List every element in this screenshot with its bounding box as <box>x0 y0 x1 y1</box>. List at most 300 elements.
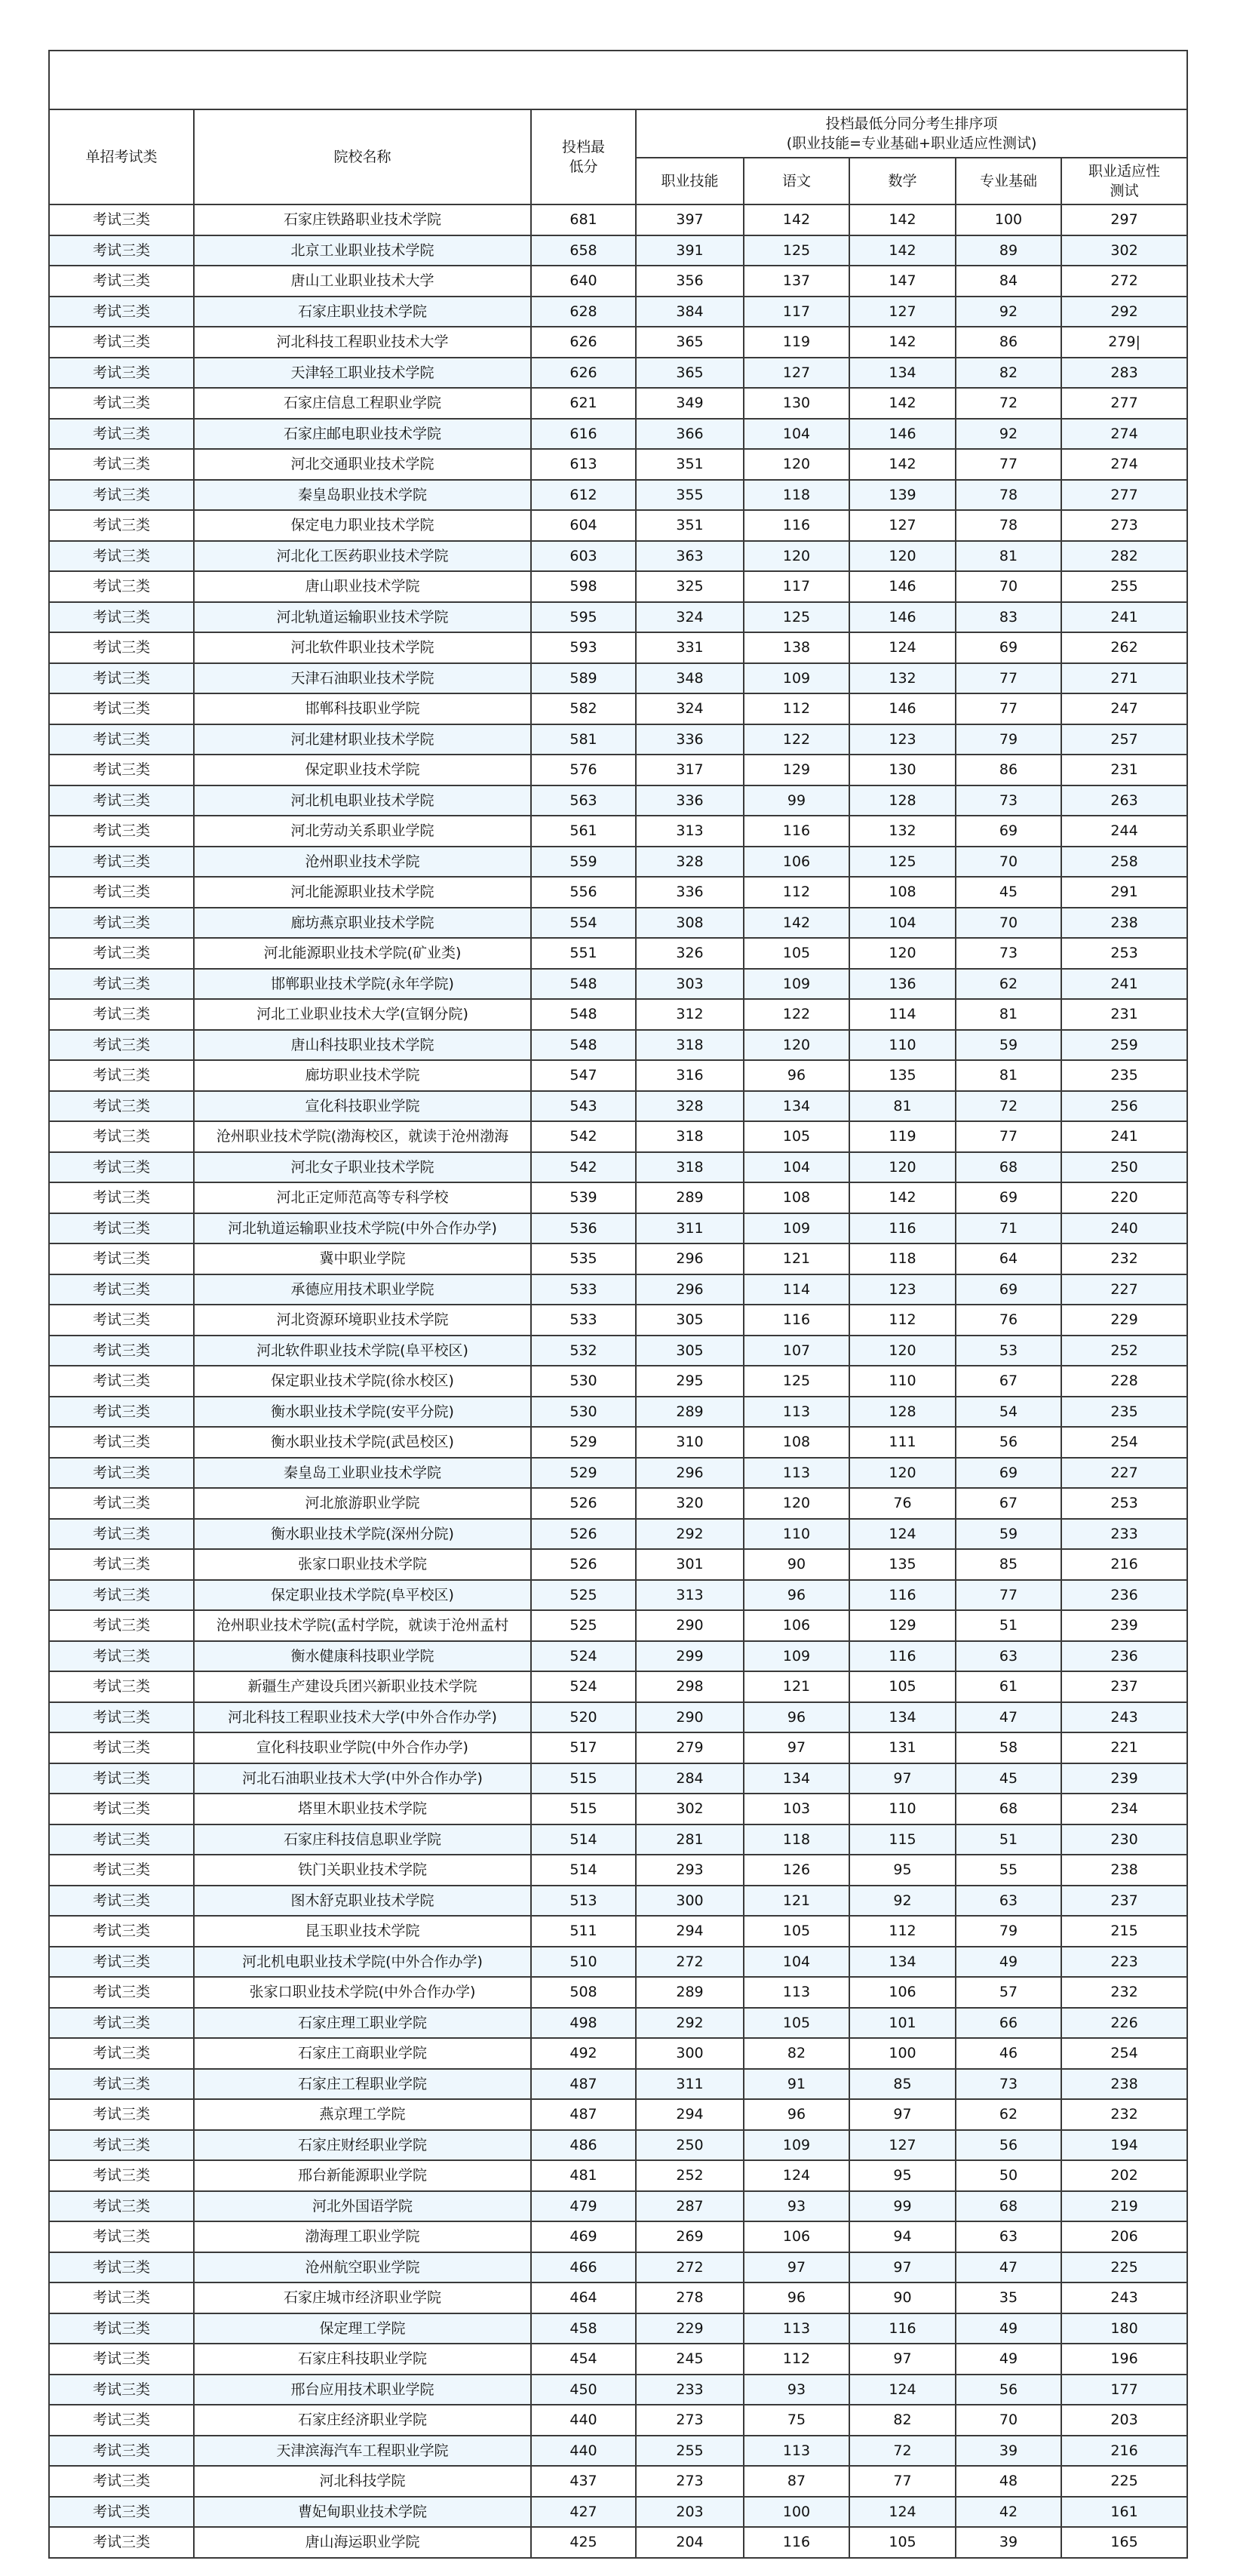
table-row <box>49 1977 1187 2008</box>
min-score-cell: 582 <box>531 693 636 724</box>
vocational-skill-cell: 203 <box>636 2497 744 2528</box>
aptitude-test-cell: 252 <box>1061 1336 1187 1366</box>
category-cell: 考试三类 <box>49 847 194 878</box>
school-name-cell: 衡水健康科技职业学院 <box>194 1641 531 1672</box>
aptitude-test-cell: 161 <box>1061 2497 1187 2528</box>
math-cell: 115 <box>849 1824 956 1855</box>
math-cell: 139 <box>849 480 956 511</box>
aptitude-test-cell: 247 <box>1061 693 1187 724</box>
math-cell: 85 <box>849 2069 956 2100</box>
min-score-cell: 554 <box>531 908 636 939</box>
category-cell: 考试三类 <box>49 908 194 939</box>
min-score-cell: 581 <box>531 724 636 755</box>
vocational-skill-cell: 290 <box>636 1610 744 1641</box>
category-cell: 考试三类 <box>49 2160 194 2191</box>
table-row <box>49 2130 1187 2161</box>
aptitude-test-cell: 227 <box>1061 1458 1187 1489</box>
min-score-cell: 616 <box>531 419 636 450</box>
professional-basis-cell: 58 <box>956 1732 1061 1763</box>
aptitude-test-cell: 165 <box>1061 2527 1187 2558</box>
aptitude-test-cell: 263 <box>1061 785 1187 816</box>
chinese-cell: 106 <box>744 847 849 878</box>
math-cell: 72 <box>849 2436 956 2467</box>
table-row <box>49 1824 1187 1855</box>
table-row <box>49 388 1187 419</box>
school-name-cell: 石家庄职业技术学院 <box>194 297 531 327</box>
vocational-skill-cell: 317 <box>636 755 744 785</box>
vocational-skill-cell: 289 <box>636 1977 744 2008</box>
min-score-cell: 530 <box>531 1366 636 1397</box>
professional-basis-cell: 81 <box>956 1060 1061 1091</box>
table-title: 2025年河北省高职单招集中志愿平行投档情况统计(面向普通高中毕业生计划) <box>49 51 1187 109</box>
professional-basis-cell: 51 <box>956 1610 1061 1641</box>
school-name-cell: 河北轨道运输职业技术学院 <box>194 602 531 633</box>
aptitude-test-cell: 238 <box>1061 908 1187 939</box>
school-name-cell: 河北机电职业技术学院 <box>194 785 531 816</box>
chinese-cell: 97 <box>744 2252 849 2283</box>
category-cell: 考试三类 <box>49 2191 194 2222</box>
aptitude-test-cell: 297 <box>1061 204 1187 235</box>
chinese-cell: 87 <box>744 2466 849 2497</box>
math-cell: 129 <box>849 1610 956 1641</box>
vocational-skill-cell: 318 <box>636 1030 744 1061</box>
category-cell: 考试三类 <box>49 388 194 419</box>
category-cell: 考试三类 <box>49 327 194 358</box>
category-cell: 考试三类 <box>49 1855 194 1886</box>
table-row <box>49 969 1187 1000</box>
vocational-skill-cell: 289 <box>636 1182 744 1213</box>
math-cell: 97 <box>849 2252 956 2283</box>
category-cell: 考试三类 <box>49 1886 194 1917</box>
chinese-cell: 97 <box>744 1732 849 1763</box>
category-cell: 考试三类 <box>49 724 194 755</box>
math-cell: 120 <box>849 541 956 572</box>
professional-basis-cell: 39 <box>956 2436 1061 2467</box>
chinese-cell: 104 <box>744 1152 849 1183</box>
vocational-skill-cell: 308 <box>636 908 744 939</box>
aptitude-test-cell: 257 <box>1061 724 1187 755</box>
category-cell: 考试三类 <box>49 1121 194 1152</box>
aptitude-test-cell: 277 <box>1061 480 1187 511</box>
table-row <box>49 1427 1187 1458</box>
professional-basis-cell: 54 <box>956 1397 1061 1428</box>
school-name-cell: 石家庄邮电职业技术学院 <box>194 419 531 450</box>
chinese-cell: 113 <box>744 1977 849 2008</box>
min-score-cell: 626 <box>531 358 636 389</box>
school-name-cell: 衡水职业技术学院(安平分院) <box>194 1397 531 1428</box>
aptitude-test-cell: 232 <box>1061 1243 1187 1274</box>
vocational-skill-cell: 326 <box>636 938 744 969</box>
vocational-skill-cell: 292 <box>636 2008 744 2039</box>
chinese-cell: 99 <box>744 785 849 816</box>
school-name-cell: 河北劳动关系职业学院 <box>194 816 531 847</box>
ranking-group-label: 投档最低分同分考生排序项 <box>825 115 998 132</box>
math-cell: 135 <box>849 1060 956 1091</box>
professional-basis-cell: 63 <box>956 1886 1061 1917</box>
math-cell: 90 <box>849 2282 956 2313</box>
table-row <box>49 1488 1187 1519</box>
chinese-cell: 125 <box>744 1366 849 1397</box>
vocational-skill-cell: 255 <box>636 2436 744 2467</box>
min-score-cell: 487 <box>531 2069 636 2100</box>
professional-basis-cell: 86 <box>956 327 1061 358</box>
min-score-cell: 640 <box>531 266 636 297</box>
school-name-cell: 河北轨道运输职业技术学院(中外合作办学) <box>194 1213 531 1244</box>
school-name-cell: 河北化工医药职业技术学院 <box>194 541 531 572</box>
school-name-cell: 河北资源环境职业技术学院 <box>194 1305 531 1336</box>
school-name-cell: 保定职业技术学院 <box>194 755 531 785</box>
vocational-skill-cell: 324 <box>636 693 744 724</box>
category-cell: 考试三类 <box>49 663 194 694</box>
school-name-cell: 唐山工业职业技术大学 <box>194 266 531 297</box>
professional-basis-cell: 67 <box>956 1488 1061 1519</box>
table-row <box>49 1947 1187 1978</box>
category-cell: 考试三类 <box>49 1947 194 1978</box>
math-cell: 136 <box>849 969 956 1000</box>
aptitude-test-cell: 240 <box>1061 1213 1187 1244</box>
chinese-cell: 103 <box>744 1794 849 1824</box>
aptitude-test-cell: 243 <box>1061 1702 1187 1733</box>
category-cell: 考试三类 <box>49 1427 194 1458</box>
score-table <box>48 50 1188 2559</box>
min-score-cell: 454 <box>531 2344 636 2375</box>
professional-basis-cell: 82 <box>956 358 1061 389</box>
school-name-cell: 石家庄科技职业学院 <box>194 2344 531 2375</box>
min-score-cell: 526 <box>531 1519 636 1550</box>
min-score-cell: 681 <box>531 204 636 235</box>
math-cell: 134 <box>849 1702 956 1733</box>
category-cell: 考试三类 <box>49 1732 194 1763</box>
vocational-skill-cell: 252 <box>636 2160 744 2191</box>
vocational-skill-cell: 294 <box>636 2099 744 2130</box>
vocational-skill-cell: 318 <box>636 1121 744 1152</box>
aptitude-test-cell: 236 <box>1061 1641 1187 1672</box>
aptitude-test-cell: 274 <box>1061 449 1187 480</box>
school-name-cell: 河北科技工程职业技术大学 <box>194 327 531 358</box>
aptitude-test-cell: 225 <box>1061 2466 1187 2497</box>
school-name-cell: 廊坊职业技术学院 <box>194 1060 531 1091</box>
math-cell: 104 <box>849 908 956 939</box>
min-score-cell: 535 <box>531 1243 636 1274</box>
math-cell: 114 <box>849 999 956 1030</box>
school-name-cell: 天津轻工职业技术学院 <box>194 358 531 389</box>
table-row <box>49 938 1187 969</box>
table-row <box>49 1641 1187 1672</box>
math-cell: 81 <box>849 1091 956 1122</box>
professional-basis-cell: 50 <box>956 2160 1061 2191</box>
school-name-cell: 河北旅游职业学院 <box>194 1488 531 1519</box>
aptitude-test-cell: 253 <box>1061 938 1187 969</box>
table-row <box>49 1763 1187 1794</box>
vocational-skill-cell: 348 <box>636 663 744 694</box>
table-row <box>49 480 1187 511</box>
math-cell: 146 <box>849 693 956 724</box>
chinese-cell: 108 <box>744 1182 849 1213</box>
professional-basis-cell: 77 <box>956 449 1061 480</box>
category-cell: 考试三类 <box>49 2375 194 2405</box>
aptitude-test-cell: 239 <box>1061 1763 1187 1794</box>
professional-basis-cell: 92 <box>956 419 1061 450</box>
school-name-cell: 图木舒克职业技术学院 <box>194 1886 531 1917</box>
school-name-cell: 新疆生产建设兵团兴新职业技术学院 <box>194 1671 531 1702</box>
math-cell: 77 <box>849 2466 956 2497</box>
aptitude-test-cell: 291 <box>1061 877 1187 908</box>
professional-basis-cell: 72 <box>956 388 1061 419</box>
professional-basis-cell: 86 <box>956 755 1061 785</box>
table-row <box>49 1702 1187 1733</box>
min-score-cell: 561 <box>531 816 636 847</box>
aptitude-test-cell: 226 <box>1061 2008 1187 2039</box>
table-row <box>49 2405 1187 2436</box>
math-cell: 123 <box>849 724 956 755</box>
min-score-cell: 440 <box>531 2405 636 2436</box>
min-score-cell: 450 <box>531 2375 636 2405</box>
math-cell: 128 <box>849 785 956 816</box>
min-score-cell: 458 <box>531 2313 636 2344</box>
math-cell: 111 <box>849 1427 956 1458</box>
min-score-cell: 524 <box>531 1671 636 1702</box>
math-cell: 127 <box>849 297 956 327</box>
vocational-skill-cell: 318 <box>636 1152 744 1183</box>
vocational-skill-cell: 366 <box>636 419 744 450</box>
chinese-cell: 116 <box>744 510 849 541</box>
professional-basis-cell: 92 <box>956 297 1061 327</box>
vocational-skill-cell: 328 <box>636 847 744 878</box>
chinese-cell: 119 <box>744 327 849 358</box>
chinese-cell: 100 <box>744 2497 849 2528</box>
table-row <box>49 1060 1187 1091</box>
table-row <box>49 908 1187 939</box>
table-row <box>49 1182 1187 1213</box>
chinese-cell: 96 <box>744 2099 849 2130</box>
chinese-cell: 116 <box>744 816 849 847</box>
min-score-cell: 542 <box>531 1152 636 1183</box>
min-score-cell: 539 <box>531 1182 636 1213</box>
professional-basis-cell: 68 <box>956 2191 1061 2222</box>
professional-basis-cell: 49 <box>956 2313 1061 2344</box>
table-row <box>49 2252 1187 2283</box>
math-cell: 135 <box>849 1549 956 1580</box>
math-cell: 123 <box>849 1274 956 1305</box>
table-row <box>49 1121 1187 1152</box>
school-name-cell: 衡水职业技术学院(深州分院) <box>194 1519 531 1550</box>
math-cell: 132 <box>849 816 956 847</box>
table-row <box>49 2160 1187 2191</box>
school-name-cell: 渤海理工职业学院 <box>194 2221 531 2252</box>
table-row <box>49 2282 1187 2313</box>
min-score-cell: 479 <box>531 2191 636 2222</box>
table-row <box>49 847 1187 878</box>
min-score-cell: 514 <box>531 1855 636 1886</box>
professional-basis-cell: 42 <box>956 2497 1061 2528</box>
vocational-skill-cell: 365 <box>636 327 744 358</box>
professional-basis-cell: 67 <box>956 1366 1061 1397</box>
table-row <box>49 2038 1187 2069</box>
header-professional-basis: 专业基础 <box>956 158 1061 204</box>
professional-basis-cell: 45 <box>956 1763 1061 1794</box>
aptitude-test-cell: 216 <box>1061 2436 1187 2467</box>
math-cell: 124 <box>849 632 956 663</box>
vocational-skill-cell: 336 <box>636 785 744 816</box>
chinese-cell: 138 <box>744 632 849 663</box>
school-name-cell: 邢台应用技术职业学院 <box>194 2375 531 2405</box>
professional-basis-cell: 48 <box>956 2466 1061 2497</box>
math-cell: 124 <box>849 2497 956 2528</box>
table-row <box>49 1397 1187 1428</box>
chinese-cell: 121 <box>744 1886 849 1917</box>
chinese-cell: 96 <box>744 2282 849 2313</box>
min-score-cell: 498 <box>531 2008 636 2039</box>
school-name-cell: 衡水职业技术学院(武邑校区) <box>194 1427 531 1458</box>
aptitude-test-cell: 203 <box>1061 2405 1187 2436</box>
table-row <box>49 1213 1187 1244</box>
category-cell: 考试三类 <box>49 571 194 602</box>
min-score-cell: 532 <box>531 1336 636 1366</box>
school-name-cell: 沧州职业技术学院(孟村学院，就读于沧州孟村 <box>194 1610 531 1641</box>
chinese-cell: 112 <box>744 877 849 908</box>
category-cell: 考试三类 <box>49 1794 194 1824</box>
chinese-cell: 90 <box>744 1549 849 1580</box>
math-cell: 120 <box>849 1458 956 1489</box>
chinese-cell: 109 <box>744 2130 849 2161</box>
school-name-cell: 曹妃甸职业技术学院 <box>194 2497 531 2528</box>
professional-basis-cell: 70 <box>956 2405 1061 2436</box>
professional-basis-cell: 77 <box>956 693 1061 724</box>
school-name-cell: 唐山海运职业学院 <box>194 2527 531 2558</box>
category-cell: 考试三类 <box>49 204 194 235</box>
aptitude-test-cell: 283 <box>1061 358 1187 389</box>
table-row <box>49 2191 1187 2222</box>
math-cell: 120 <box>849 938 956 969</box>
chinese-cell: 125 <box>744 602 849 633</box>
aptitude-test-cell: 234 <box>1061 1794 1187 1824</box>
professional-basis-cell: 70 <box>956 847 1061 878</box>
school-name-cell: 河北外国语学院 <box>194 2191 531 2222</box>
vocational-skill-cell: 391 <box>636 235 744 266</box>
min-score-cell: 547 <box>531 1060 636 1091</box>
chinese-cell: 112 <box>744 2344 849 2375</box>
category-cell: 考试三类 <box>49 1977 194 2008</box>
min-score-cell: 551 <box>531 938 636 969</box>
math-cell: 130 <box>849 755 956 785</box>
vocational-skill-cell: 305 <box>636 1305 744 1336</box>
min-score-cell: 486 <box>531 2130 636 2161</box>
professional-basis-cell: 77 <box>956 1121 1061 1152</box>
chinese-cell: 120 <box>744 1030 849 1061</box>
chinese-cell: 126 <box>744 1855 849 1886</box>
school-name-cell: 天津石油职业技术学院 <box>194 663 531 694</box>
min-score-cell: 525 <box>531 1580 636 1611</box>
chinese-cell: 118 <box>744 480 849 511</box>
school-name-cell: 沧州职业技术学院 <box>194 847 531 878</box>
aptitude-test-cell: 180 <box>1061 2313 1187 2344</box>
aptitude-test-cell: 241 <box>1061 602 1187 633</box>
aptitude-test-cell: 250 <box>1061 1152 1187 1183</box>
professional-basis-cell: 81 <box>956 541 1061 572</box>
school-name-cell: 河北能源职业技术学院 <box>194 877 531 908</box>
table-row <box>49 2527 1187 2558</box>
min-score-cell: 469 <box>531 2221 636 2252</box>
min-score-cell: 440 <box>531 2436 636 2467</box>
school-name-cell: 河北工业职业技术大学(宣钢分院) <box>194 999 531 1030</box>
category-cell: 考试三类 <box>49 755 194 785</box>
professional-basis-cell: 35 <box>956 2282 1061 2313</box>
math-cell: 127 <box>849 510 956 541</box>
professional-basis-cell: 73 <box>956 938 1061 969</box>
category-cell: 考试三类 <box>49 297 194 327</box>
vocational-skill-cell: 204 <box>636 2527 744 2558</box>
category-cell: 考试三类 <box>49 541 194 572</box>
category-cell: 考试三类 <box>49 938 194 969</box>
school-name-cell: 保定职业技术学院(阜平校区) <box>194 1580 531 1611</box>
school-name-cell: 宣化科技职业学院 <box>194 1091 531 1122</box>
chinese-cell: 121 <box>744 1243 849 1274</box>
table-row <box>49 632 1187 663</box>
professional-basis-cell: 51 <box>956 1824 1061 1855</box>
professional-basis-cell: 63 <box>956 2221 1061 2252</box>
chinese-cell: 93 <box>744 2191 849 2222</box>
vocational-skill-cell: 328 <box>636 1091 744 1122</box>
table-row <box>49 1916 1187 1947</box>
professional-basis-cell: 56 <box>956 2130 1061 2161</box>
vocational-skill-cell: 269 <box>636 2221 744 2252</box>
math-cell: 134 <box>849 1947 956 1978</box>
school-name-cell: 邯郸科技职业学院 <box>194 693 531 724</box>
chinese-cell: 130 <box>744 388 849 419</box>
table-row <box>49 785 1187 816</box>
min-score-cell: 513 <box>531 1886 636 1917</box>
math-cell: 97 <box>849 2099 956 2130</box>
chinese-cell: 120 <box>744 541 849 572</box>
chinese-cell: 108 <box>744 1427 849 1458</box>
category-cell: 考试三类 <box>49 358 194 389</box>
chinese-cell: 82 <box>744 2038 849 2069</box>
math-cell: 100 <box>849 2038 956 2069</box>
aptitude-test-cell: 292 <box>1061 297 1187 327</box>
aptitude-test-cell: 273 <box>1061 510 1187 541</box>
vocational-skill-cell: 272 <box>636 1947 744 1978</box>
chinese-cell: 109 <box>744 969 849 1000</box>
school-name-cell: 石家庄经济职业学院 <box>194 2405 531 2436</box>
math-cell: 128 <box>849 1397 956 1428</box>
math-cell: 118 <box>849 1243 956 1274</box>
table-row <box>49 1243 1187 1274</box>
chinese-cell: 110 <box>744 1519 849 1550</box>
table-row <box>49 1580 1187 1611</box>
aptitude-test-cell: 225 <box>1061 2252 1187 2283</box>
math-cell: 116 <box>849 1213 956 1244</box>
aptitude-test-cell: 237 <box>1061 1671 1187 1702</box>
vocational-skill-cell: 296 <box>636 1243 744 1274</box>
chinese-cell: 121 <box>744 1671 849 1702</box>
math-cell: 146 <box>849 602 956 633</box>
category-cell: 考试三类 <box>49 449 194 480</box>
min-score-cell: 589 <box>531 663 636 694</box>
min-score-cell: 466 <box>531 2252 636 2283</box>
min-score-cell: 613 <box>531 449 636 480</box>
aptitude-test-cell: 220 <box>1061 1182 1187 1213</box>
category-cell: 考试三类 <box>49 1763 194 1794</box>
category-cell: 考试三类 <box>49 1488 194 1519</box>
category-cell: 考试三类 <box>49 1091 194 1122</box>
professional-basis-cell: 56 <box>956 2375 1061 2405</box>
min-score-cell: 604 <box>531 510 636 541</box>
vocational-skill-cell: 313 <box>636 1580 744 1611</box>
vocational-skill-cell: 300 <box>636 2038 744 2069</box>
aptitude-test-cell: 255 <box>1061 571 1187 602</box>
aptitude-test-cell: 232 <box>1061 2099 1187 2130</box>
category-cell: 考试三类 <box>49 1366 194 1397</box>
